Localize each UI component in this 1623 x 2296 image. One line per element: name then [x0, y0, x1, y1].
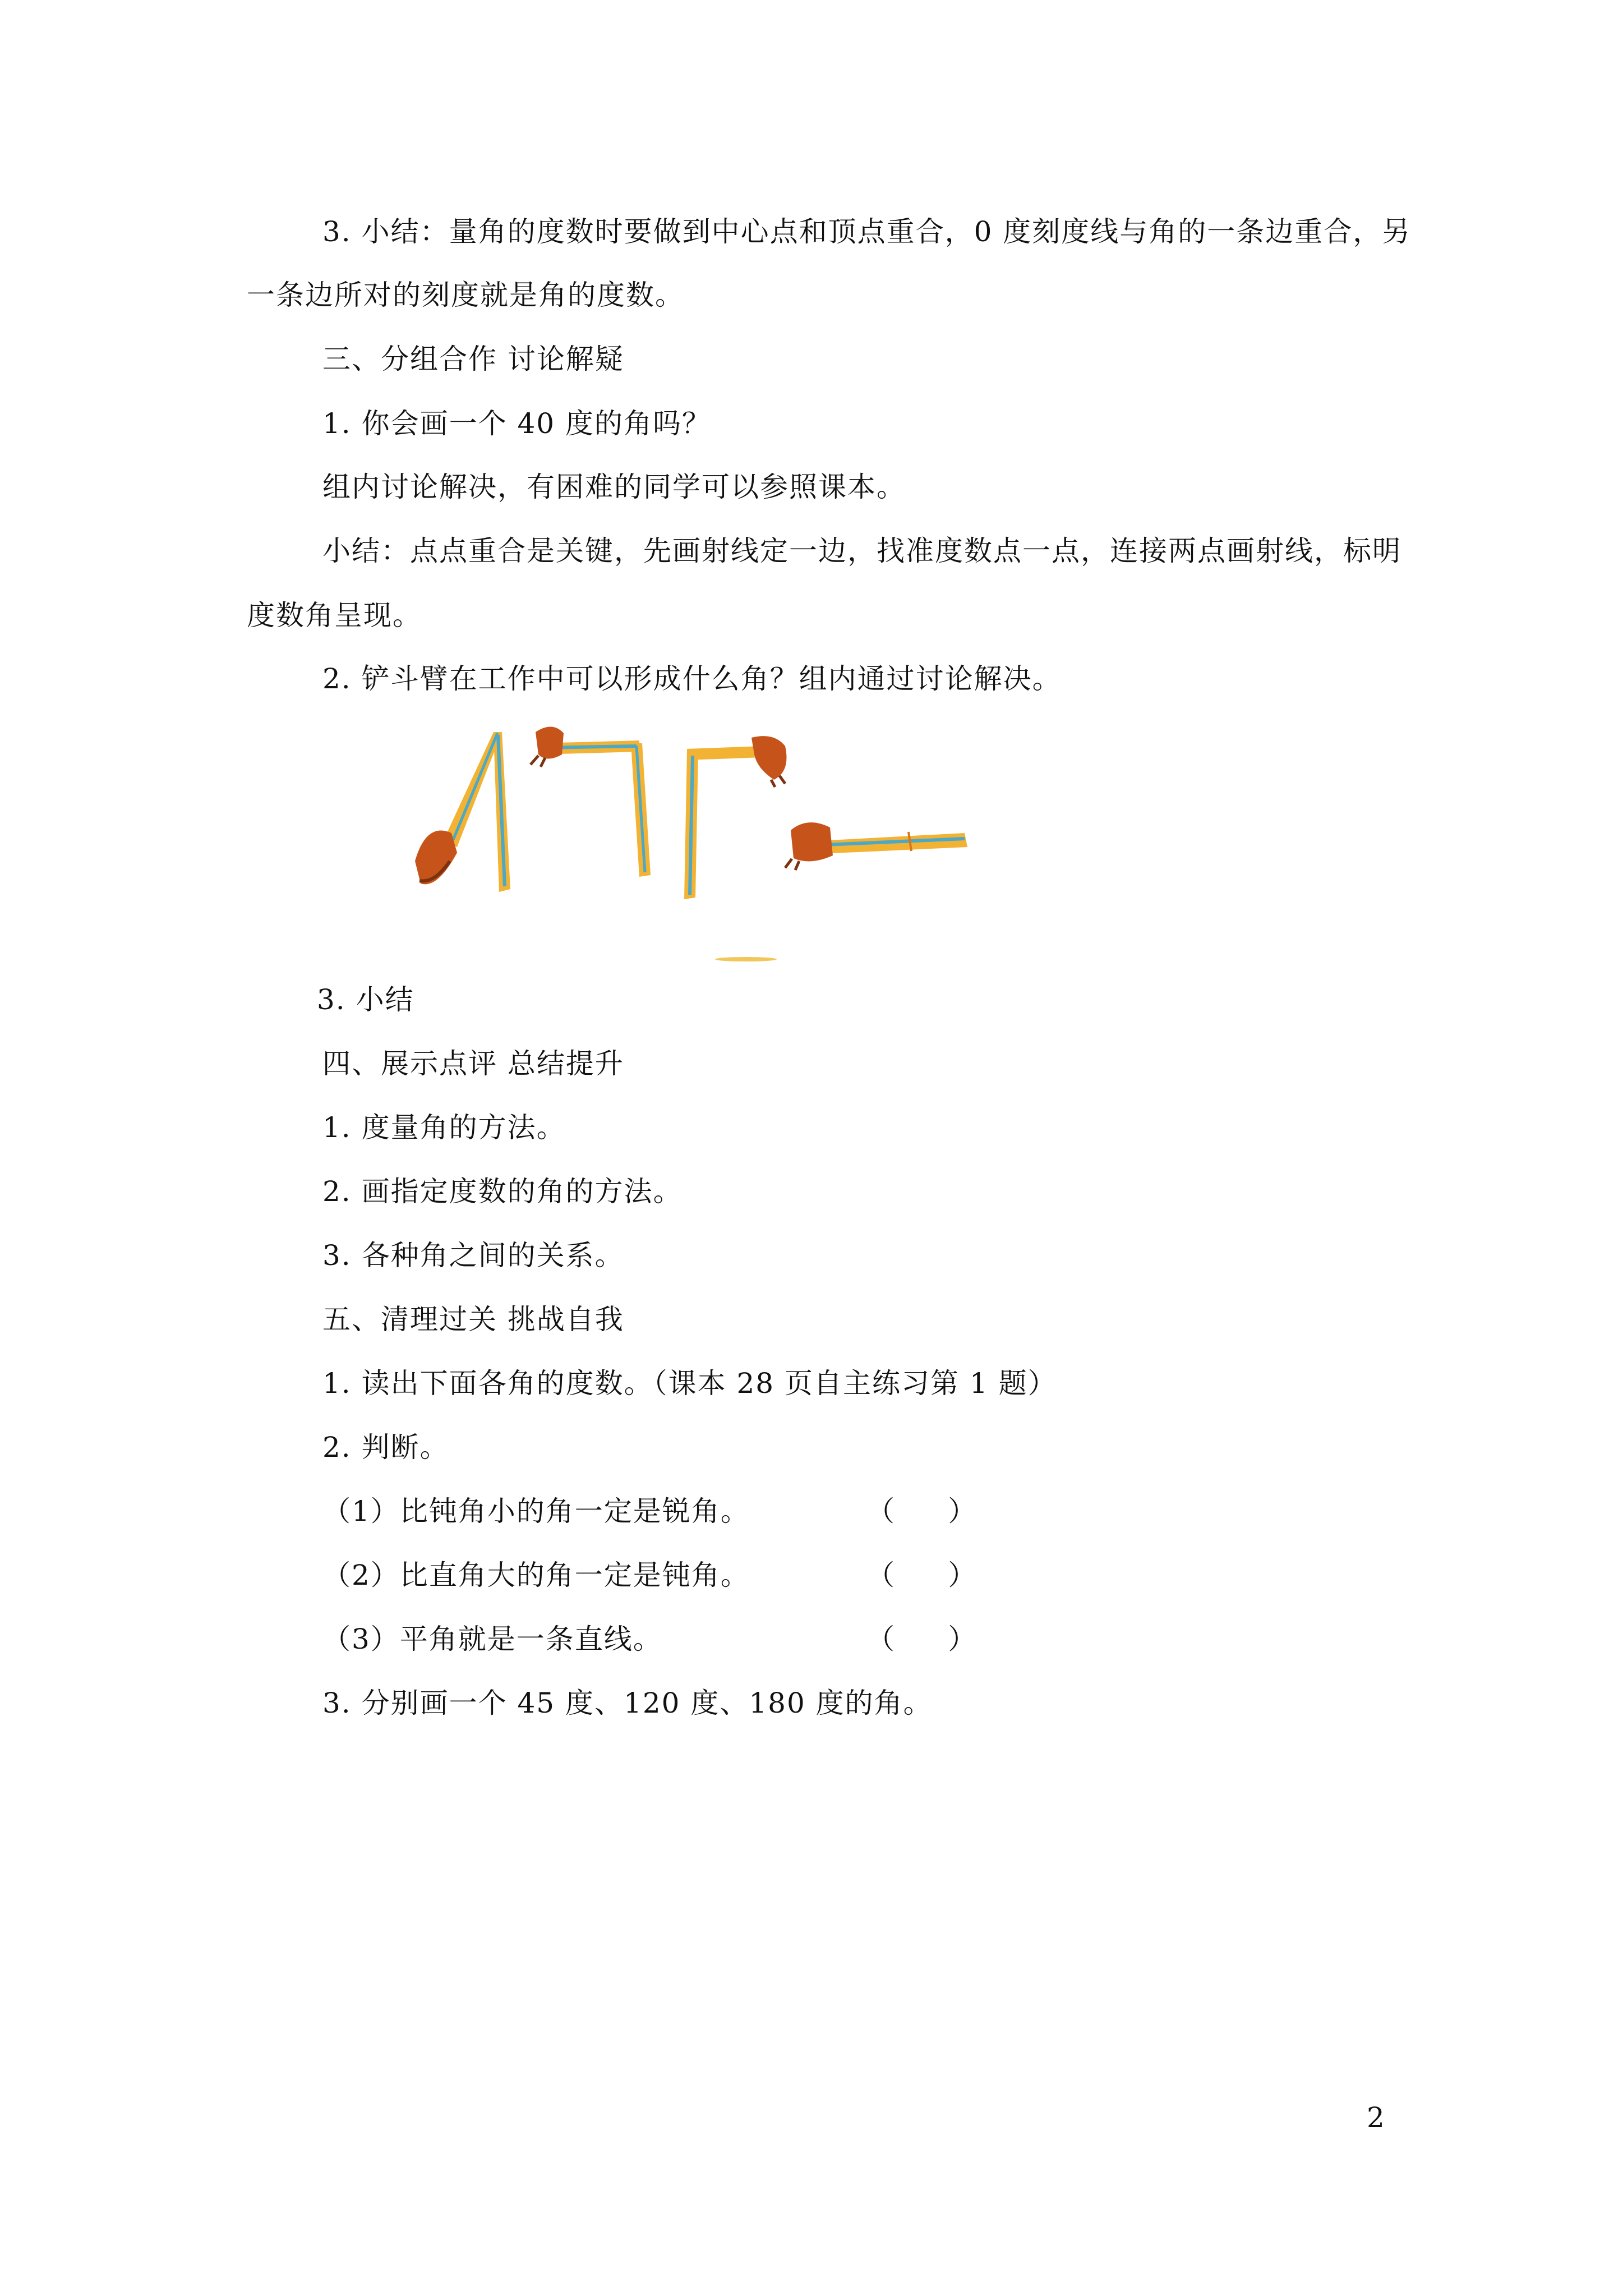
section-4-item-3: 3. 各种角之间的关系。 [322, 1239, 624, 1272]
section-5-item-2: 2. 判断。 [322, 1431, 449, 1464]
judgment-2-text: （2）比直角大的角一定是钝角。 [322, 1559, 750, 1591]
acute-angle-arm [415, 732, 510, 892]
section-5-item-1: 1. 读出下面各角的度数。（课本 28 页自主练习第 1 题） [322, 1367, 1057, 1400]
summary-line-1: 3. 小结：量角的度数时要做到中心点和顶点重合，0 度刻度线与角的一条边重合，另 [322, 215, 1412, 248]
question-1-note: 组内讨论解决，有困难的同学可以参照课本。 [322, 471, 906, 503]
summary-line-2: 一条边所对的刻度就是角的度数。 [247, 279, 684, 311]
question-3-summary: 3. 小结 [317, 983, 414, 1016]
page-number: 2 [1367, 2101, 1385, 2134]
question-1-summary-line-1: 小结：点点重合是关键，先画射线定一边，找准度数点一点，连接两点画射线，标明 [322, 535, 1401, 567]
right-angle-arm [531, 726, 651, 877]
decorative-glow [715, 957, 777, 961]
section-5-heading: 五、清理过关 挑战自我 [322, 1303, 624, 1336]
question-2: 2. 铲斗臂在工作中可以形成什么角？组内通过讨论解决。 [322, 662, 1062, 695]
judgment-1-answer-blank: （ ） [866, 1495, 976, 1527]
judgment-1-text: （1）比钝角小的角一定是锐角。 [322, 1495, 750, 1527]
question-1: 1. 你会画一个 40 度的角吗？ [322, 407, 712, 440]
section-4-item-1: 1. 度量角的方法。 [322, 1111, 566, 1144]
judgment-3-answer-blank: （ ） [866, 1623, 976, 1655]
section-4-item-2: 2. 画指定度数的角的方法。 [322, 1175, 683, 1208]
section-5-item-3: 3. 分别画一个 45 度、120 度、180 度的角。 [322, 1687, 933, 1719]
judgment-2-answer-blank: （ ） [866, 1559, 976, 1591]
excavator-arm-angles-icon [404, 721, 976, 968]
section-3-heading: 三、分组合作 讨论解疑 [322, 343, 624, 375]
judgment-3-text: （3）平角就是一条直线。 [322, 1623, 662, 1655]
obtuse-angle-arm [684, 736, 787, 899]
section-4-heading: 四、展示点评 总结提升 [322, 1047, 624, 1080]
question-1-summary-line-2: 度数角呈现。 [247, 599, 422, 632]
straight-angle-arm [785, 822, 967, 870]
